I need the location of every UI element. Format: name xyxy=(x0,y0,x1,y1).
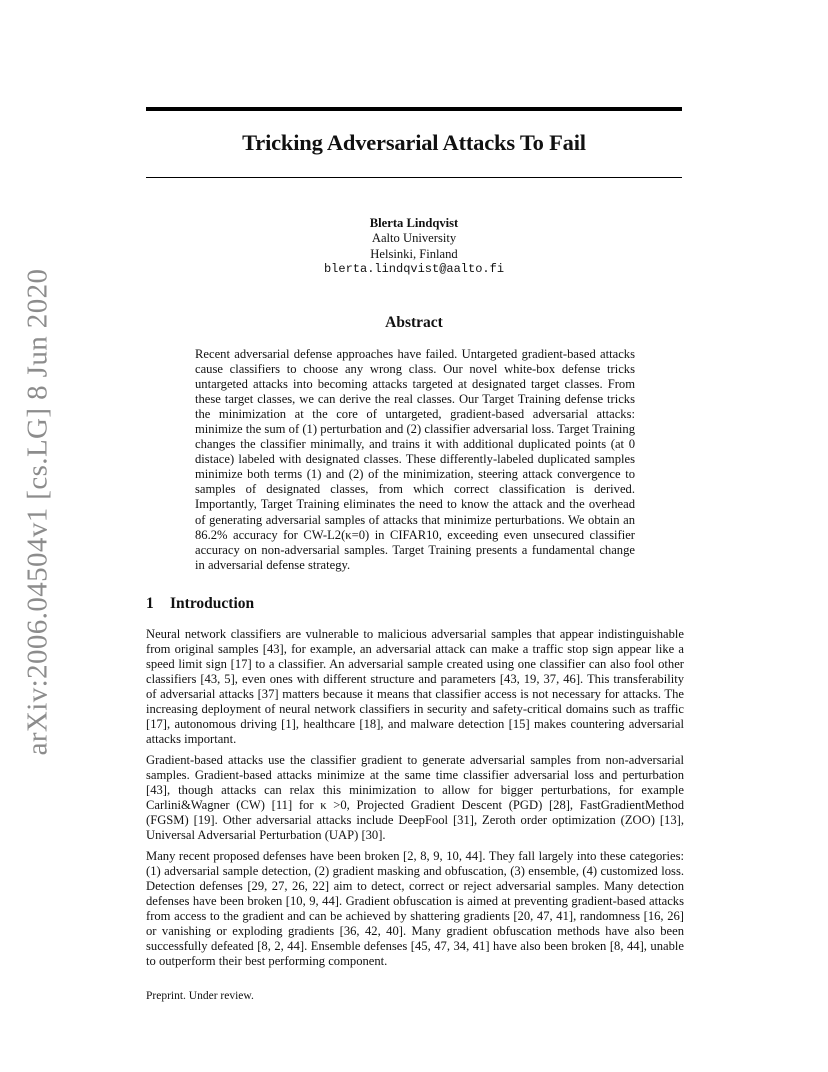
title-top-rule xyxy=(146,107,682,111)
author-block xyxy=(146,216,682,277)
paper-title: Tricking Adversarial Attacks To Fail xyxy=(242,130,586,155)
preprint-note: Preprint. Under review. xyxy=(146,990,254,1002)
abstract-body: Recent adversarial defense approaches have failed. Untargeted gradient-based attacks cause classifiers to choose any wrong class. Our novel white-box defense tricks untargeted attacks into becoming attacks targeted at designated target classes. From these target classes, we can derive the real classes. Our Target Training defense tricks the minimization at the core of untargeted, gradient-based adversarial attacks: minimize the sum of (1) perturbation and (2) classifier adversarial loss. Target Training changes the classifier minimally, and trains it with additional duplicated points (at 0 distace) labeled with designated classes. These differently-labeled duplicated samples minimize both terms (1) and (2) of the minimization, steering attack convergence to samples of designated classes, from which correct classification is derived. Importantly, Target Training eliminates the need to know the attack and the overhead of generating adversarial samples of attacks that minimize perturbations. We obtain an 86.2% accuracy for CW-L2(κ=0) in CIFAR10, exceeding even unsecured classifier accuracy on non-adversarial samples. Target Training presents a fundamental change in adversarial defense strategy. xyxy=(195,347,635,572)
author-location: Helsinki, Finland xyxy=(370,246,458,261)
intro-paragraph-1: Neural network classifiers are vulnerable to malicious adversarial samples that appear indistinguishable from original samples [43], for example, an adversarial attack can make a traffic stop sign appear like a speed limit sign [17] to a classifier. An adversarial sample created using one classifier can also fool other classifiers [43, 5], even ones with different structure and parameters [43, 19, 37, 46]. This transferability of adversarial attacks [37] matters because it means that classifier access is not necessary for attacks. The increasing deployment of neural network classifiers in security and safety-critical domains such as traffic [17], autonomous driving [1], healthcare [18], and malware detection [15] makes countering adversarial attacks important. xyxy=(146,627,684,747)
abstract-heading: Abstract xyxy=(385,314,443,331)
section-number: 1 xyxy=(146,595,154,612)
intro-paragraph-3: Many recent proposed defenses have been broken [2, 8, 9, 10, 44]. They fall largely into these categories: (1) adversarial sample detection, (2) gradient masking and obfuscation, (3) ensemble, (4) customized loss. Detection defenses [29, 27, 26, 22] aim to detect, correct or reject adversarial samples. Many detection defenses have been broken [10, 9, 44]. Gradient obfuscation is aimed at preventing gradient-based attacks from access to the gradient and can be achieved by shattering gradients [20, 47, 41], randomness [16, 26] or vanishing or exploding gradients [36, 42, 40]. Many gradient obfuscation methods have also been successfully defeated [8, 2, 44]. Ensemble defenses [45, 47, 34, 41] have also been broken [8, 44], unable to outperform their best performing component. xyxy=(146,849,684,969)
section-title: Introduction xyxy=(170,595,255,612)
arxiv-identifier: arXiv:2006.04504v1 [cs.LG] 8 Jun 2020 xyxy=(21,268,54,756)
author-email: blerta.lindqvist@aalto.fi xyxy=(323,261,505,276)
author-affiliation: Aalto University xyxy=(371,231,457,246)
author-name: Blerta Lindqvist xyxy=(369,216,459,230)
title-bottom-rule xyxy=(146,177,682,178)
intro-paragraph-2: Gradient-based attacks use the classifier gradient to generate adversarial samples from non-adversarial samples. Gradient-based attacks minimize at the same time classifier adversarial loss and perturbation [43], though attacks can relax this minimization to allow for bigger perturbations, for example Carlini&Wagner (CW) [11] for κ >0, Projected Gradient Descent (PGD) [28], FastGradientMethod (FGSM) [19]. Other adversarial attacks include DeepFool [31], Zeroth order optimization (ZOO) [13], Universal Adversarial Perturbation (UAP) [30]. xyxy=(146,753,684,843)
section-heading xyxy=(146,595,254,613)
